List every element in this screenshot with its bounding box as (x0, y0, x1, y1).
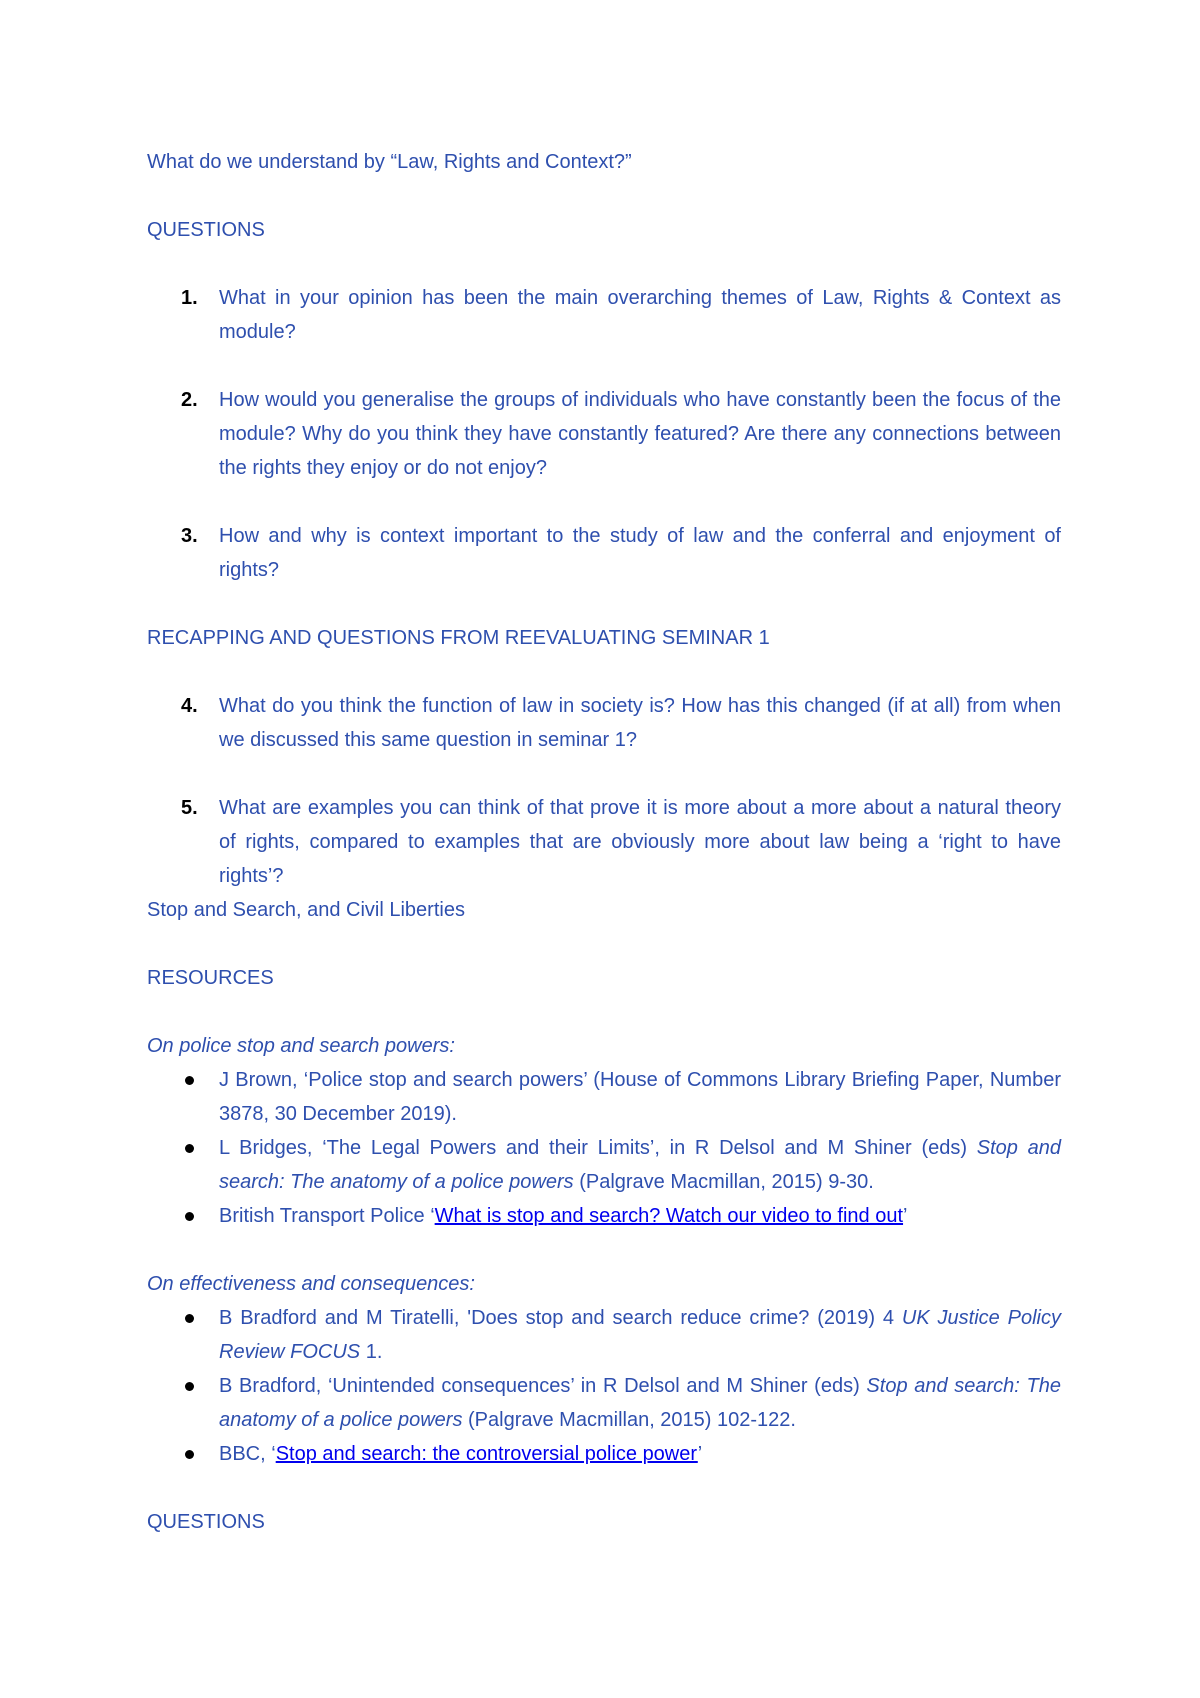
question-text: What do you think the function of law in society is? How has this changed (if at all) from when we discussed this same question in seminar 1? (219, 695, 1061, 751)
btp-video-link[interactable]: What is stop and search? Watch our video to find out (434, 1205, 904, 1227)
resource-text: B Bradford and M Tiratelli, 'Does stop and search reduce crime? (2019) 4 (219, 1307, 902, 1329)
document-title: What do we understand by “Law, Rights and Context?” (147, 151, 632, 173)
question-text: What in your opinion has been the main overarching themes of Law, Rights & Context as module? (219, 287, 1061, 343)
list-item (147, 791, 1061, 893)
recap-questions-list (147, 689, 1061, 893)
list-item (147, 383, 1061, 485)
resource-text: BBC, ‘ (219, 1443, 276, 1465)
bullet-icon (185, 1076, 194, 1085)
resource-text: (Palgrave Macmillan, 2015) 9-30. (573, 1171, 874, 1193)
list-item (147, 519, 1061, 587)
recap-heading: RECAPPING AND QUESTIONS FROM REEVALUATING SEMINAR 1 (147, 627, 770, 649)
list-item (147, 281, 1061, 349)
list-number: 5. (181, 797, 198, 819)
list-item (147, 1301, 1061, 1369)
list-number: 4. (181, 695, 198, 717)
resource-text: J Brown, ‘Police stop and search powers’ (House of Commons Library Briefing Paper, Number 3878, 30 December 2019). (219, 1069, 1061, 1125)
list-item (147, 689, 1061, 757)
powers-subheading: On police stop and search powers: (147, 1035, 455, 1057)
questions-heading-2: QUESTIONS (147, 1511, 265, 1533)
resource-text: ’ (697, 1443, 703, 1465)
resource-text: B Bradford, ‘Unintended consequences’ in R Delsol and M Shiner (eds) (219, 1375, 867, 1397)
list-item (147, 1131, 1061, 1199)
list-item (147, 1437, 1061, 1471)
questions-list (147, 281, 1061, 587)
bullet-icon (185, 1450, 194, 1459)
effectiveness-resource-list (147, 1301, 1061, 1471)
bullet-icon (185, 1144, 194, 1153)
list-item (147, 1063, 1061, 1131)
resource-text: (Palgrave Macmillan, 2015) 102-122. (462, 1409, 796, 1431)
resource-text: ’ (903, 1205, 908, 1227)
list-number: 2. (181, 389, 198, 411)
list-number: 3. (181, 525, 198, 547)
resource-text: L Bridges, ‘The Legal Powers and their Limits’, in R Delsol and M Shiner (eds) (219, 1137, 977, 1159)
effectiveness-subheading: On effectiveness and consequences: (147, 1273, 475, 1295)
list-number: 1. (181, 287, 198, 309)
question-text: What are examples you can think of that prove it is more about a more about a natural theory of rights, compared to examples that are obviously more about law being a ‘right to have rights’? (219, 797, 1061, 887)
resource-text: British Transport Police ‘ (219, 1205, 435, 1227)
question-text: How would you generalise the groups of individuals who have constantly been the focus of the module? Why do you think they have constantly featured? Are there any connections between the rights they enjoy or do not enjoy? (219, 389, 1061, 479)
section-title: Stop and Search, and Civil Liberties (147, 899, 465, 921)
bullet-icon (185, 1212, 194, 1221)
list-item (147, 1199, 1061, 1233)
resource-text: 1. (360, 1341, 383, 1363)
document-body (147, 145, 1061, 1539)
powers-resource-list (147, 1063, 1061, 1233)
list-item (147, 1369, 1061, 1437)
resource-journal-title: UK Justice Policy Review FOCUS (219, 1307, 1061, 1363)
bbc-article-link[interactable]: Stop and search: the controversial police power (275, 1443, 698, 1465)
bullet-icon (185, 1382, 194, 1391)
questions-heading: QUESTIONS (147, 219, 265, 241)
resource-book-title: Stop and search: The anatomy of a police powers (219, 1375, 1061, 1431)
bullet-icon (185, 1314, 194, 1323)
resource-book-title: Stop and search: The anatomy of a police powers (219, 1137, 1061, 1193)
question-text: How and why is context important to the study of law and the conferral and enjoyment of rights? (219, 525, 1061, 581)
resources-heading: RESOURCES (147, 967, 274, 989)
